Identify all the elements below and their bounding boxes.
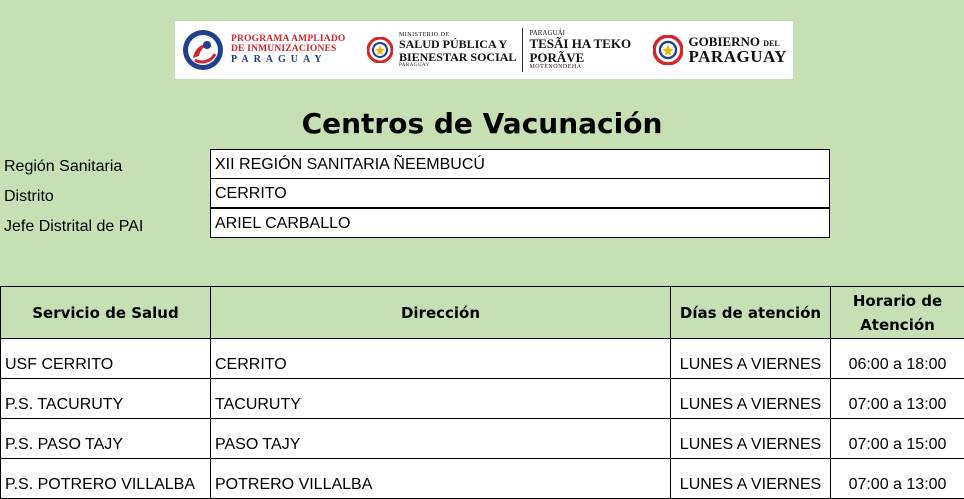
tesai-line1: TESÃI HA TEKO — [529, 37, 631, 51]
pai-logo — [181, 28, 346, 72]
info-label-chief: Jefe Distrital de PAI — [4, 218, 143, 236]
gobierno-line1: GOBIERNO — [689, 34, 761, 49]
cell-servicio: P.S. TACURUTY — [1, 379, 211, 419]
table-row — [1, 379, 964, 419]
logo-banner — [175, 21, 793, 79]
cell-horario: 07:00 a 15:00 — [831, 419, 964, 459]
cell-dias: LUNES A VIERNES — [671, 459, 831, 499]
table-row — [1, 459, 964, 499]
page-title: Centros de Vacunación — [0, 107, 964, 140]
cell-dias: LUNES A VIERNES — [671, 419, 831, 459]
tesai-tiny: MOTENONDEHA — [529, 64, 631, 70]
cell-dias: LUNES A VIERNES — [671, 379, 831, 419]
cell-servicio: P.S. PASO TAJY — [1, 419, 211, 459]
logo-divider — [522, 28, 523, 72]
pai-mother-child-icon — [181, 28, 225, 72]
header-horario: Horario de Atención — [831, 287, 964, 339]
tesai-small: PARAGUÁI — [529, 30, 631, 37]
pai-line3: PARAGUAY — [231, 55, 346, 65]
header-dias: Días de atención — [671, 287, 831, 339]
ministry-logo — [367, 28, 631, 72]
tesai-line2: PORÃVE — [529, 51, 631, 65]
cell-direccion: CERRITO — [211, 339, 671, 379]
gobierno-logo — [653, 35, 787, 65]
info-label-region: Región Sanitaria — [4, 158, 122, 176]
header-servicio: Servicio de Salud — [1, 287, 211, 339]
cell-horario: 06:00 a 18:00 — [831, 339, 964, 379]
table-row — [1, 419, 964, 459]
info-label-district: Distrito — [4, 188, 54, 206]
gobierno-del: DEL — [763, 39, 779, 48]
ministry-small: MINISTERIO DE — [399, 32, 516, 38]
table-row — [1, 339, 964, 379]
cell-direccion: PASO TAJY — [211, 419, 671, 459]
table-header-row — [1, 287, 964, 339]
cell-direccion: TACURUTY — [211, 379, 671, 419]
cell-horario: 07:00 a 13:00 — [831, 459, 964, 499]
cell-direccion: POTRERO VILLALBA — [211, 459, 671, 499]
info-value-region: XII REGIÓN SANITARIA ÑEEMBUCÚ — [210, 149, 830, 179]
ministry-tiny: PARAGUAY — [399, 63, 516, 68]
pai-line1: PROGRAMA AMPLIADO — [231, 35, 346, 45]
cell-servicio: P.S. POTRERO VILLALBA — [1, 459, 211, 499]
info-value-district: CERRITO — [210, 178, 830, 208]
paraguay-seal-icon — [367, 37, 393, 63]
vaccination-centers-table — [0, 286, 964, 499]
info-value-chief: ARIEL CARBALLO — [210, 208, 830, 238]
cell-horario: 07:00 a 13:00 — [831, 379, 964, 419]
cell-dias: LUNES A VIERNES — [671, 339, 831, 379]
ministry-line1: SALUD PÚBLICA Y — [399, 38, 516, 51]
cell-servicio: USF CERRITO — [1, 339, 211, 379]
pai-line2: DE INMUNIZACIONES — [231, 45, 346, 55]
gobierno-line2: PARAGUAY — [689, 48, 787, 65]
ministry-line2: BIENESTAR SOCIAL — [399, 51, 516, 64]
gobierno-seal-icon — [653, 35, 683, 65]
header-direccion: Dirección — [211, 287, 671, 339]
